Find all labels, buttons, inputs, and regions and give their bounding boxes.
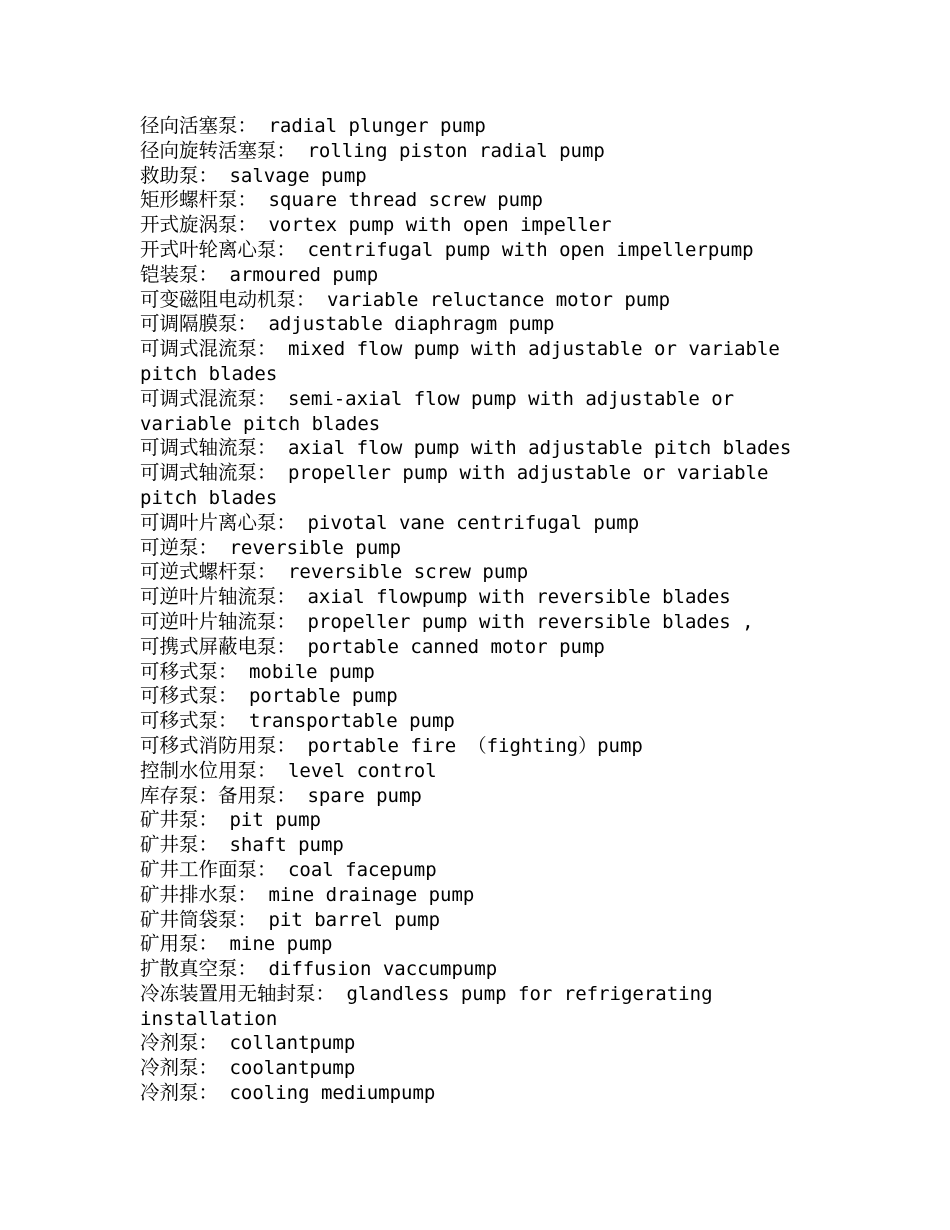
entry-term: 可逆叶片轴流泵： bbox=[140, 609, 297, 633]
entry-term: 可逆式螺杆泵： bbox=[140, 560, 277, 584]
entry-translation: mobile pump bbox=[237, 660, 375, 683]
entry-translation: adjustable diaphragm pump bbox=[257, 313, 555, 336]
entry-translation: variable reluctance motor pump bbox=[315, 288, 671, 311]
entry-term: 可调式轴流泵： bbox=[140, 461, 277, 485]
entry-term: 可调叶片离心泵： bbox=[140, 510, 297, 534]
entry-translation: vortex pump with open impeller bbox=[257, 214, 612, 237]
glossary-entry bbox=[140, 610, 800, 635]
entry-translation: coolantpump bbox=[218, 1057, 356, 1080]
glossary-entry bbox=[140, 114, 800, 139]
entry-translation: axial flowpump with reversible blades bbox=[296, 586, 731, 609]
glossary-entry bbox=[140, 312, 800, 337]
entry-translation: portable pump bbox=[237, 685, 398, 708]
entry-translation: salvage pump bbox=[218, 164, 367, 187]
entry-term: 库存泵：备用泵： bbox=[140, 783, 297, 807]
glossary-entry bbox=[140, 560, 800, 585]
glossary-entry bbox=[140, 957, 800, 982]
glossary-entry bbox=[140, 833, 800, 858]
entry-translation: mine drainage pump bbox=[257, 883, 475, 906]
entry-translation: armoured pump bbox=[218, 263, 379, 286]
entry-term: 矿井工作面泵： bbox=[140, 857, 277, 881]
entry-translation: propeller pump with reversible blades , bbox=[296, 610, 754, 633]
entry-term: 径向活塞泵： bbox=[140, 114, 258, 137]
glossary-entry bbox=[140, 932, 800, 957]
entry-translation: mixed flow pump with adjustable or variable pitch blades bbox=[140, 338, 780, 385]
entry-translation: semi-axial flow pump with adjustable or variable pitch blades bbox=[140, 387, 735, 435]
entry-term: 矿井排水泵： bbox=[140, 882, 258, 906]
glossary-entry bbox=[140, 684, 800, 709]
glossary-entry bbox=[140, 908, 800, 933]
entry-translation: shaft pump bbox=[218, 834, 344, 857]
entry-translation: coal facepump bbox=[276, 858, 437, 881]
entry-translation: mine pump bbox=[218, 933, 333, 956]
entry-term: 可调式混流泵： bbox=[140, 337, 277, 361]
entry-translation: centrifugal pump with open impellerpump bbox=[296, 238, 754, 261]
entry-translation: pit pump bbox=[218, 809, 321, 832]
glossary-entry bbox=[140, 188, 800, 213]
entry-term: 径向旋转活塞泵： bbox=[140, 138, 297, 162]
glossary-entry bbox=[140, 436, 800, 461]
entry-translation: transportable pump bbox=[237, 710, 455, 733]
entry-translation: pivotal vane centrifugal pump bbox=[296, 511, 640, 534]
glossary-entry bbox=[140, 263, 800, 288]
glossary-entry bbox=[140, 1056, 800, 1081]
glossary-entry bbox=[140, 164, 800, 189]
entry-term: 矿用泵： bbox=[140, 932, 219, 956]
entry-translation: spare pump bbox=[296, 784, 422, 807]
entry-translation: axial flow pump with adjustable pitch blades bbox=[276, 437, 792, 460]
glossary-entry bbox=[140, 808, 800, 833]
entry-term: 可移式消防用泵： bbox=[140, 733, 297, 757]
entry-translation: portable canned motor pump bbox=[296, 635, 605, 658]
entry-term: 可移式泵： bbox=[140, 684, 238, 708]
entry-term: 矿井筒袋泵： bbox=[140, 907, 258, 931]
entry-translation: pit barrel pump bbox=[257, 908, 441, 931]
glossary-entry bbox=[140, 784, 800, 809]
glossary-entry bbox=[140, 982, 800, 1032]
entry-translation: diffusion vaccumpump bbox=[257, 958, 498, 981]
entry-term: 开式叶轮离心泵： bbox=[140, 237, 297, 261]
entry-translation: cooling mediumpump bbox=[218, 1082, 436, 1105]
entry-translation: portable fire （fighting）pump bbox=[296, 734, 643, 757]
entry-translation: propeller pump with adjustable or variable pitch blades bbox=[140, 462, 769, 509]
glossary-entry bbox=[140, 461, 800, 511]
entry-translation: rolling piston radial pump bbox=[296, 139, 605, 162]
glossary-entry bbox=[140, 288, 800, 313]
glossary-entry bbox=[140, 709, 800, 734]
entry-translation: reversible screw pump bbox=[276, 561, 529, 584]
glossary-entry bbox=[140, 734, 800, 759]
entry-term: 铠装泵： bbox=[140, 262, 219, 286]
entry-term: 可变磁阻电动机泵： bbox=[140, 287, 316, 311]
entry-term: 可移式泵： bbox=[140, 659, 238, 683]
entry-translation: level control bbox=[276, 759, 437, 782]
glossary-entry bbox=[140, 238, 800, 263]
glossary-entry bbox=[140, 337, 800, 387]
entry-term: 扩散真空泵： bbox=[140, 957, 258, 981]
entry-term: 冷剂泵： bbox=[140, 1056, 219, 1080]
glossary-entry bbox=[140, 585, 800, 610]
entry-term: 可携式屏蔽电泵： bbox=[140, 634, 297, 658]
entry-term: 冷剂泵： bbox=[140, 1031, 219, 1055]
glossary-entry bbox=[140, 213, 800, 238]
entry-translation: reversible pump bbox=[218, 536, 402, 559]
entry-term: 控制水位用泵： bbox=[140, 758, 277, 782]
entry-term: 可调隔膜泵： bbox=[140, 312, 258, 336]
entry-term: 冷剂泵： bbox=[140, 1081, 219, 1105]
entry-term: 开式旋涡泵： bbox=[140, 213, 258, 237]
pump-glossary-list bbox=[140, 114, 800, 1106]
entry-translation: collantpump bbox=[218, 1032, 356, 1055]
entry-term: 可逆叶片轴流泵： bbox=[140, 585, 297, 609]
glossary-entry bbox=[140, 635, 800, 660]
glossary-entry bbox=[140, 1081, 800, 1106]
glossary-entry bbox=[140, 511, 800, 536]
entry-term: 可调式轴流泵： bbox=[140, 436, 277, 460]
entry-term: 救助泵： bbox=[140, 163, 219, 187]
glossary-entry bbox=[140, 1031, 800, 1056]
entry-term: 矿井泵： bbox=[140, 808, 219, 832]
glossary-entry bbox=[140, 883, 800, 908]
glossary-entry bbox=[140, 759, 800, 784]
entry-translation: glandless pump for refrigerating installation bbox=[140, 982, 713, 1030]
entry-term: 矩形螺杆泵： bbox=[140, 188, 258, 212]
entry-term: 可逆泵： bbox=[140, 535, 219, 559]
glossary-entry bbox=[140, 660, 800, 685]
entry-term: 冷冻装置用无轴封泵： bbox=[140, 981, 336, 1005]
glossary-entry bbox=[140, 858, 800, 883]
entry-term: 可调式混流泵： bbox=[140, 386, 277, 410]
entry-term: 矿井泵： bbox=[140, 833, 219, 857]
entry-term: 可移式泵： bbox=[140, 709, 238, 733]
entry-translation: radial plunger pump bbox=[257, 115, 486, 137]
glossary-entry bbox=[140, 139, 800, 164]
entry-translation: square thread screw pump bbox=[257, 189, 543, 212]
glossary-entry bbox=[140, 387, 800, 437]
glossary-entry bbox=[140, 536, 800, 561]
